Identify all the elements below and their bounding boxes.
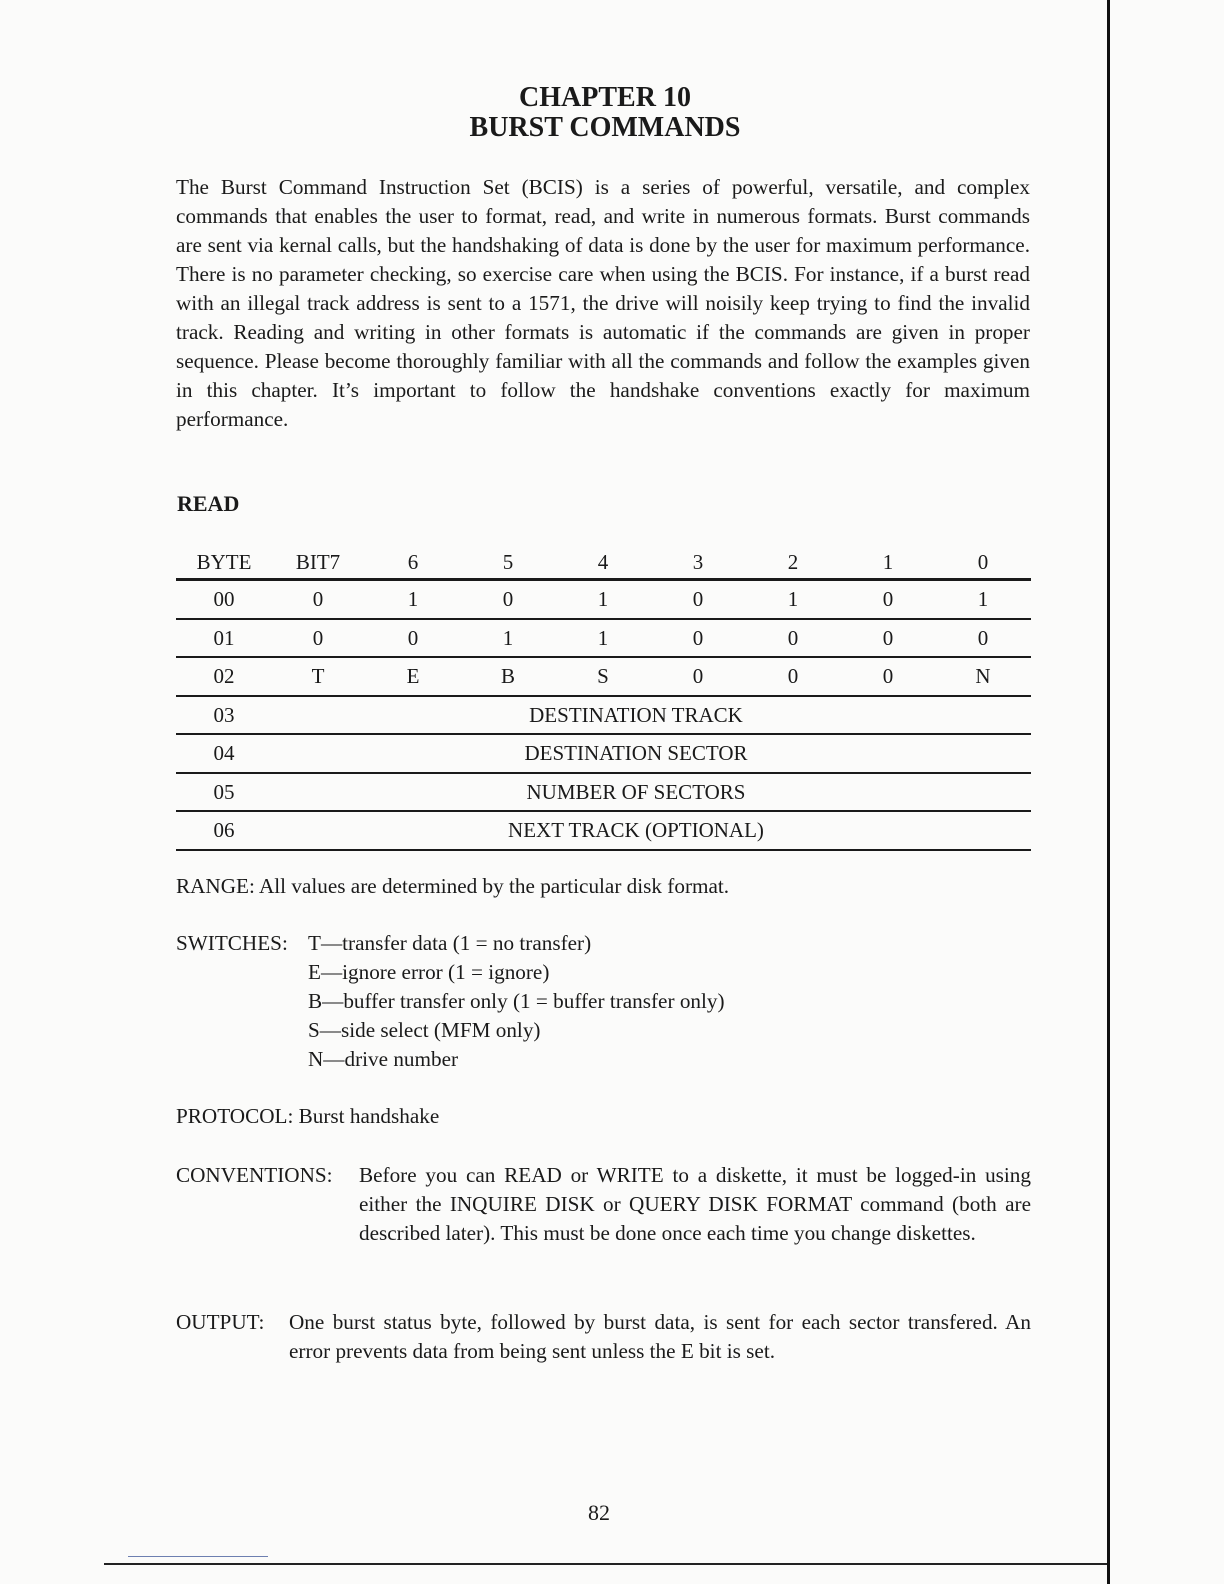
field-label: NEXT TRACK (OPTIONAL) xyxy=(508,818,764,842)
switch-item: E—ignore error (1 = ignore) xyxy=(308,960,550,984)
bit-cell: 0 xyxy=(977,625,989,650)
bit-cell: 1 xyxy=(787,587,799,611)
column-header: BYTE xyxy=(196,550,252,574)
table-row xyxy=(176,581,1031,620)
table-row xyxy=(176,735,1031,774)
switch-item: T—transfer data (1 = no transfer) xyxy=(308,931,592,955)
bit-cell: 1 xyxy=(407,587,419,611)
chapter-number: CHAPTER 10 xyxy=(519,82,691,113)
bottom-edge-rule xyxy=(104,1563,1107,1565)
bit-cell: B xyxy=(500,664,515,688)
column-header: 3 xyxy=(692,550,704,574)
column-header: 6 xyxy=(407,550,419,574)
switch-item: N—drive number xyxy=(308,1047,459,1071)
chapter-title: BURST COMMANDS xyxy=(469,112,741,143)
byte-cell: 02 xyxy=(213,664,235,688)
table-row xyxy=(176,774,1031,813)
bit-cell: 1 xyxy=(977,587,989,611)
bit-cell: 0 xyxy=(692,625,704,650)
output-label: OUTPUT: xyxy=(176,1310,265,1334)
page-number: 82 xyxy=(588,1500,610,1525)
bit-cell: 0 xyxy=(787,625,799,650)
bit-cell: 0 xyxy=(502,587,514,611)
table-header-row xyxy=(176,547,1031,581)
column-header: 5 xyxy=(502,550,514,574)
column-header: 0 xyxy=(977,550,989,574)
intro-paragraph: The Burst Command Instruction Set (BCIS) is a series of powerful, versatile, and complex commands that enables the user to format, read, and write in numerous formats. Burst commands are sent via kernal calls, but the handshaking of data is done by the user for maximum performance. There is no parameter checking, so exercise care when using the BCIS. For instance, if a burst read with an illegal track address is sent to a 1571, the drive will noisily keep trying to find the invalid track. Reading and writing in other formats is automatic if the commands are given in proper sequence. Please become thoroughly familiar with all the commands and follow the examples given in this chapter. It’s important to follow the handshake conventions exactly for maximum performance. xyxy=(176,175,1030,431)
bit-cell: 0 xyxy=(787,664,799,688)
bottom-mark-rule xyxy=(128,1556,268,1557)
table-row xyxy=(176,620,1031,659)
column-header: 1 xyxy=(882,550,894,574)
column-header: 2 xyxy=(787,550,799,574)
byte-cell: 05 xyxy=(213,779,235,804)
byte-cell: 00 xyxy=(213,587,235,611)
column-header: BIT7 xyxy=(295,550,341,574)
byte-cell: 03 xyxy=(213,702,235,727)
table-row xyxy=(176,658,1031,697)
bit-cell: 0 xyxy=(407,625,419,650)
bit-cell: 1 xyxy=(502,625,514,650)
bit-cell: 0 xyxy=(692,664,704,688)
byte-cell: 06 xyxy=(213,818,235,842)
bit-cell: 0 xyxy=(692,587,704,611)
bit-cell: 0 xyxy=(312,625,324,650)
switch-item: B—buffer transfer only (1 = buffer transfer only) xyxy=(308,989,725,1013)
output-text: One burst status byte, followed by burst data, is sent for each sector transfered. An error prevents data from being sent unless the E bit is set. xyxy=(289,1310,1031,1363)
bit-cell: 1 xyxy=(597,587,609,611)
bit-cell: T xyxy=(311,664,325,688)
bit-cell: 1 xyxy=(597,625,609,650)
bit-cell: E xyxy=(406,664,420,688)
table-row xyxy=(176,812,1031,851)
switches-label: SWITCHES: xyxy=(176,931,288,955)
field-label: DESTINATION SECTOR xyxy=(524,741,748,765)
protocol-text: PROTOCOL: Burst handshake xyxy=(176,1104,440,1128)
bit-cell: 0 xyxy=(882,587,894,611)
byte-cell: 04 xyxy=(213,741,235,765)
range-text: RANGE: All values are determined by the particular disk format. xyxy=(176,874,730,898)
bit-cell: 0 xyxy=(882,664,894,688)
field-label: NUMBER OF SECTORS xyxy=(526,779,746,804)
conventions-text: Before you can READ or WRITE to a diskette, it must be logged-in using either the INQUIRE DISK or QUERY DISK FORMAT command (both are described later). This must be done once each time you change diskettes. xyxy=(359,1163,1031,1245)
bit-cell: S xyxy=(597,664,609,688)
field-label: DESTINATION TRACK xyxy=(529,702,743,727)
conventions-label: CONVENTIONS: xyxy=(176,1163,333,1187)
bit-cell: N xyxy=(975,664,991,688)
bit-cell: 0 xyxy=(312,587,324,611)
column-header: 4 xyxy=(597,550,609,574)
table-row xyxy=(176,697,1031,736)
switches-list xyxy=(308,929,725,1074)
bit-cell: 0 xyxy=(882,625,894,650)
read-heading: READ xyxy=(177,491,240,516)
read-command-table xyxy=(176,547,1031,851)
byte-cell: 01 xyxy=(213,625,235,650)
switch-item: S—side select (MFM only) xyxy=(308,1018,541,1042)
page-edge-rule xyxy=(1107,0,1110,1584)
